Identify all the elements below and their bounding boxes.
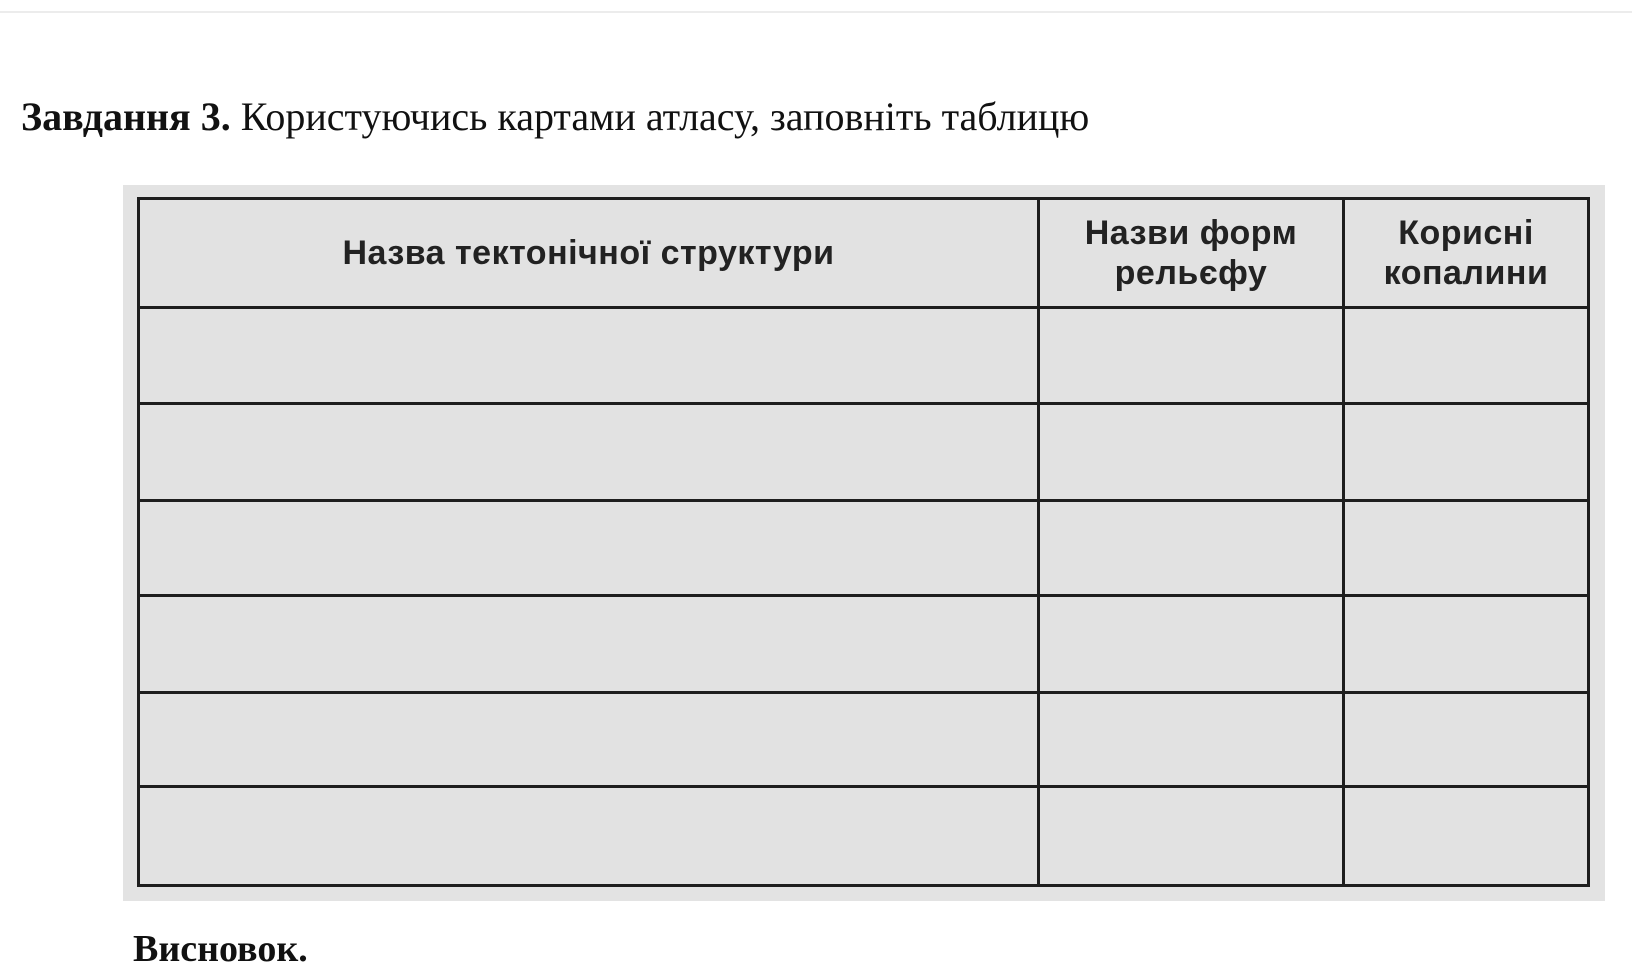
cell-minerals (1344, 693, 1589, 786)
cell-minerals (1344, 308, 1589, 403)
cell-relief-forms (1039, 786, 1344, 885)
table-header-row (139, 199, 1589, 308)
table-row (139, 500, 1589, 595)
header-tectonic-structure: Назва тектонічної структури (139, 199, 1039, 308)
task-instruction: Користуючись картами атласу, заповніть таблицю (240, 94, 1090, 139)
cell-tectonic-structure (139, 403, 1039, 500)
cell-minerals (1344, 596, 1589, 693)
table-image-area (123, 185, 1605, 901)
task-heading (21, 92, 1089, 142)
worksheet-table (137, 197, 1590, 887)
cell-tectonic-structure (139, 693, 1039, 786)
conclusion-label: Висновок. (133, 928, 308, 970)
cell-relief-forms (1039, 308, 1344, 403)
table-row (139, 403, 1589, 500)
cell-tectonic-structure (139, 596, 1039, 693)
cell-relief-forms (1039, 596, 1344, 693)
top-divider (0, 11, 1632, 13)
cell-tectonic-structure (139, 308, 1039, 403)
header-minerals: Корисні копалини (1344, 199, 1589, 308)
table-row (139, 308, 1589, 403)
cell-minerals (1344, 403, 1589, 500)
cell-tectonic-structure (139, 500, 1039, 595)
cell-relief-forms (1039, 403, 1344, 500)
cell-relief-forms (1039, 693, 1344, 786)
cell-tectonic-structure (139, 786, 1039, 885)
header-relief-forms: Назви форм рельєфу (1039, 199, 1344, 308)
cell-minerals (1344, 786, 1589, 885)
task-label: Завдання 3. (21, 94, 231, 139)
cell-relief-forms (1039, 500, 1344, 595)
cell-minerals (1344, 500, 1589, 595)
table-row (139, 693, 1589, 786)
table-row (139, 786, 1589, 885)
table-row (139, 596, 1589, 693)
